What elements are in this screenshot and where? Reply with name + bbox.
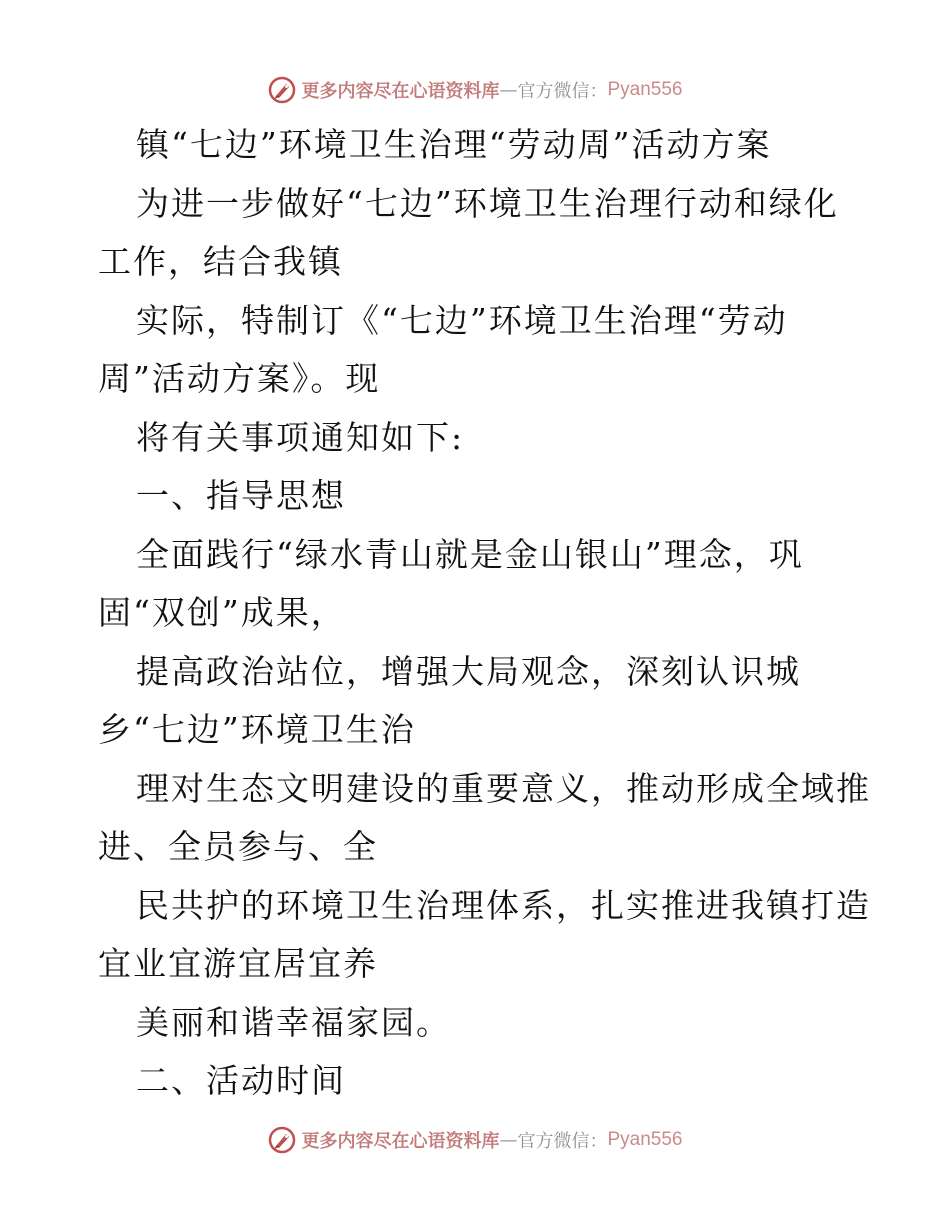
text-line: 理对生态文明建设的重要意义，推动形成全域推	[136, 768, 871, 808]
watermark-wechat-id: Pyan556	[607, 79, 683, 100]
pen-nib-circle-icon	[267, 75, 297, 105]
text-line: 将有关事项通知如下:	[136, 417, 465, 457]
text-line: 周”活动方案》。现	[98, 359, 381, 398]
pen-nib-circle-icon	[267, 1125, 297, 1155]
watermark-dash: —	[499, 1129, 518, 1151]
text-line: 为进一步做好“七边”环境卫生治理行动和绿化	[136, 183, 839, 223]
watermark-dash: —	[499, 79, 518, 101]
text-line: 美丽和谐幸福家园。	[136, 1002, 451, 1042]
document-body	[98, 116, 871, 1111]
watermark-header	[0, 72, 950, 108]
text-line: 乡“七边”环境卫生治	[98, 710, 416, 749]
text-line: 一、指导思想	[136, 476, 346, 515]
text-line: 实际，特制订《“七边”环境卫生治理“劳动	[136, 300, 788, 340]
text-line: 工作，结合我镇	[98, 242, 343, 281]
watermark-wechat-id: Pyan556	[607, 1129, 683, 1150]
watermark-footer	[0, 1122, 950, 1158]
text-line: 民共护的环境卫生治理体系，扎实推进我镇打造	[136, 885, 871, 925]
watermark-label: 官方微信：	[517, 81, 608, 102]
watermark-label: 官方微信：	[517, 1131, 608, 1152]
text-line: 进、全员参与、全	[98, 827, 378, 866]
watermark-site-text: 更多内容尽在心语资料库	[301, 81, 500, 102]
text-line: 提高政治站位，增强大局观念，深刻认识城	[136, 651, 801, 691]
watermark-site-text: 更多内容尽在心语资料库	[301, 1131, 500, 1152]
text-line: 宜业宜游宜居宜养	[98, 944, 378, 983]
text-line: 固“双创”成果，	[98, 593, 346, 632]
text-line: 二、活动时间	[136, 1061, 346, 1100]
text-line: 镇“七边”环境卫生治理“劳动周”活动方案	[136, 125, 772, 164]
text-line: 全面践行“绿水青山就是金山银山”理念，巩	[136, 534, 804, 574]
